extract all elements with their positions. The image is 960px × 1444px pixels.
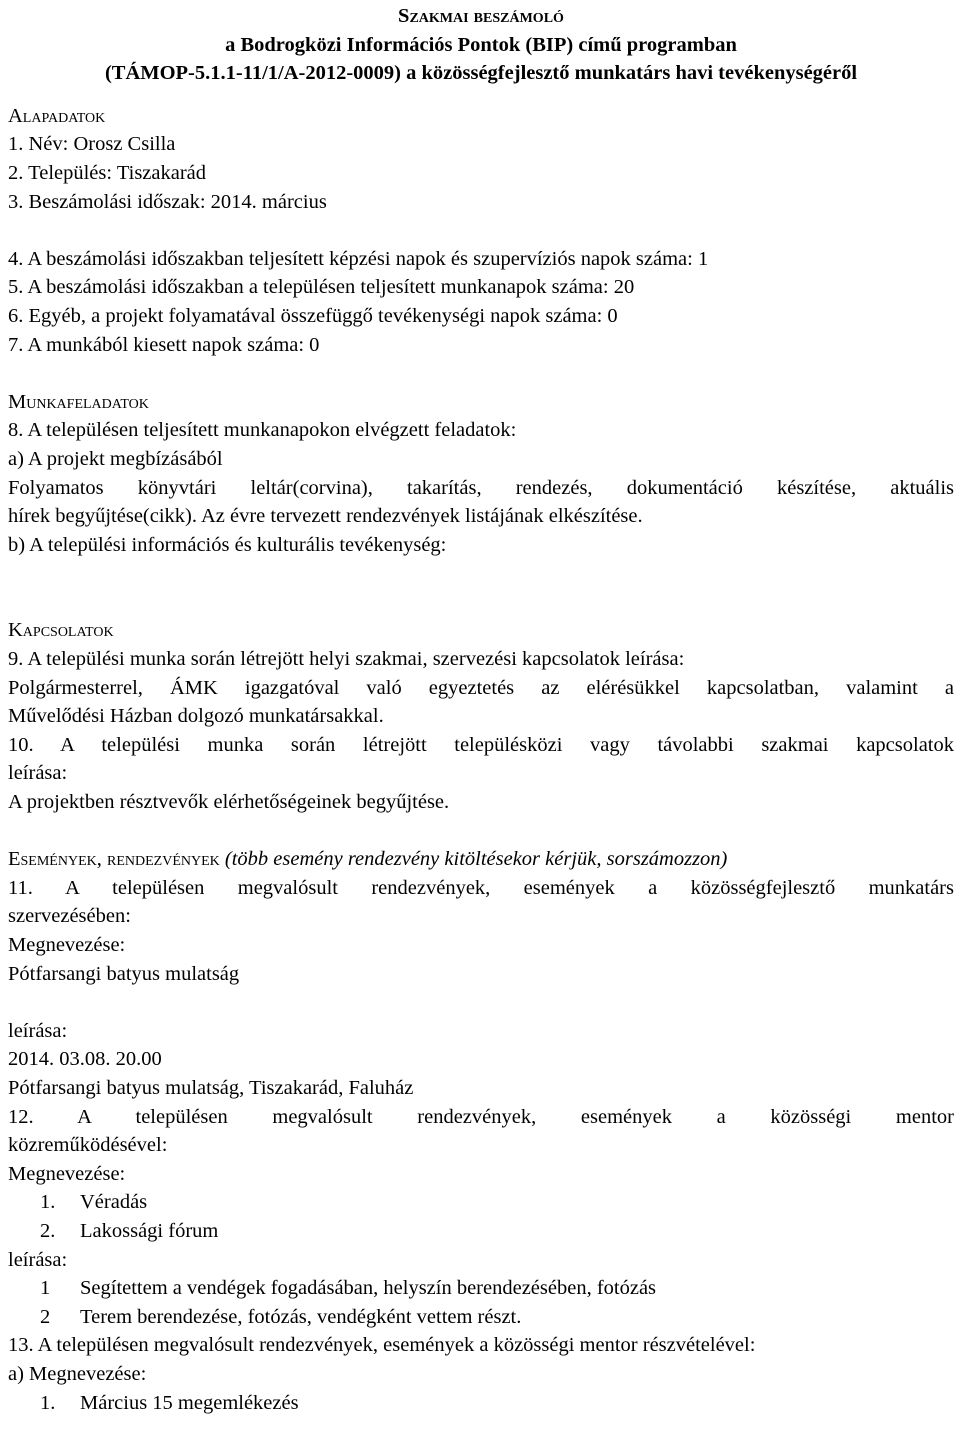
report-page	[8, 2, 954, 1417]
section-heading-kapcsolatok: Kapcsolatok	[8, 619, 114, 642]
report-subtitle: a Bodrogközi Információs Pontok (BIP) című programban	[225, 33, 737, 56]
list-text: Véradás	[80, 1191, 148, 1214]
section-heading-munkafeladatok: Munkafeladatok	[8, 390, 149, 413]
list-text: Segítettem a vendégek fogadásában, helyszín berendezésében, fotózás	[80, 1277, 657, 1300]
leirasa-label: leírása:	[8, 1248, 68, 1271]
answer-9-line1: Polgármesterrel, ÁMK igazgatóval való egyeztetés az elérésükkel kapcsolatban, valamint a	[8, 676, 954, 699]
spacer	[8, 216, 954, 245]
list-number: 2	[40, 1305, 51, 1328]
section-heading-esemenyek-note: (több esemény rendezvény kitöltésekor kérjük, sorszámozzon)	[224, 848, 728, 871]
answer-10: A projektben résztvevők elérhetőségeinek begyűjtése.	[8, 791, 450, 814]
field-nev: 1. Név: Orosz Csilla	[8, 133, 176, 156]
field-telepules: 2. Település: Tiszakarád	[8, 161, 207, 184]
subsection-b-label: b) A települési információs és kulturális tevékenység:	[8, 533, 447, 556]
list-item	[8, 1188, 954, 1217]
section-heading-esemenyek-title: Események, rendezvények	[8, 848, 220, 871]
list-item	[8, 1303, 954, 1332]
field-munkanapok: 5. A beszámolási időszakban a településen teljesített munkanapok száma: 20	[8, 276, 635, 299]
list-number: 1.	[40, 1191, 56, 1214]
spacer	[8, 88, 954, 102]
section-esemenyek	[8, 845, 954, 1417]
spacer	[8, 559, 954, 588]
question-8: 8. A településen teljesített munkanapokon elvégzett feladatok:	[8, 419, 517, 442]
field-egyeb-napok: 6. Egyéb, a projekt folyamatával összefüggő tevékenységi napok száma: 0	[8, 304, 618, 327]
question-12-line1: 12. A településen megvalósult rendezvények, események a közösségi mentor	[8, 1105, 954, 1128]
question-11-line1: 11. A településen megvalósult rendezvények, események a közösségfejlesztő munkatárs	[8, 876, 954, 899]
question-9: 9. A települési munka során létrejött helyi szakmai, szervezési kapcsolatok leírása:	[8, 648, 685, 671]
megnevezese-label: Megnevezése:	[8, 1162, 126, 1185]
section-heading-esemenyek	[8, 845, 954, 874]
spacer	[8, 359, 954, 388]
list-text: Terem berendezése, fotózás, vendégként vettem részt.	[80, 1305, 522, 1328]
event-name: Pótfarsangi batyus mulatság	[8, 962, 240, 985]
list-number: 2.	[40, 1219, 56, 1242]
question-10-line1: 10. A települési munka során létrejött településközi vagy távolabbi szakmai kapcsolatok	[8, 733, 954, 756]
megnevezese-label: Megnevezése:	[8, 934, 126, 956]
question-11-line2: szervezésében:	[8, 905, 131, 928]
spacer	[8, 588, 954, 617]
section-heading-alapadatok: Alapadatok	[8, 104, 106, 127]
subsection-a-text-line2: hírek begyűjtése(cikk). Az évre tervezett rendezvények listájának elkészítése.	[8, 505, 643, 528]
subsection-a-text-line1: Folyamatos könyvtári leltár(corvina), takarítás, rendezés, dokumentáció készítése, aktuális	[8, 476, 954, 499]
list-item	[8, 1217, 954, 1246]
section-kapcsolatok	[8, 616, 954, 816]
q13-megnevezese-label: a) Megnevezése:	[8, 1362, 147, 1385]
list-number: 1	[40, 1277, 51, 1300]
report-header	[8, 2, 954, 88]
field-kiesett-napok: 7. A munkából kiesett napok száma: 0	[8, 333, 320, 356]
report-title: Szakmai beszámoló	[398, 5, 564, 27]
list-item	[8, 1274, 954, 1303]
list-number: 1.	[40, 1391, 56, 1414]
section-munkafeladatok	[8, 388, 954, 560]
spacer	[8, 988, 954, 1017]
event-description: Pótfarsangi batyus mulatság, Tiszakarád, Faluház	[8, 1076, 414, 1099]
section-napok	[8, 245, 954, 359]
field-kepzesi-napok: 4. A beszámolási időszakban teljesített képzési napok és szupervíziós napok száma: 1	[8, 247, 709, 270]
subsection-a-label: a) A projekt megbízásából	[8, 447, 223, 470]
section-alapadatok	[8, 102, 954, 216]
event-date: 2014. 03.08. 20.00	[8, 1048, 162, 1071]
question-10-line2: leírása:	[8, 762, 68, 785]
list-text: Lakossági fórum	[80, 1219, 219, 1242]
answer-9-line2: Művelődési Házban dolgozó munkatársakkal.	[8, 705, 384, 728]
list-text: Március 15 megemlékezés	[80, 1391, 299, 1414]
list-item	[8, 1389, 954, 1418]
field-idoszak: 3. Beszámolási időszak: 2014. március	[8, 190, 327, 213]
spacer	[8, 817, 954, 846]
question-13: 13. A településen megvalósult rendezvények, események a közösségi mentor részvételével:	[8, 1334, 756, 1357]
report-project-code: (TÁMOP-5.1.1-11/1/A-2012-0009) a közösségfejlesztő munkatárs havi tevékenységéről	[104, 62, 858, 85]
leirasa-label: leírása:	[8, 1019, 68, 1042]
question-12-line2: közreműködésével:	[8, 1134, 168, 1157]
